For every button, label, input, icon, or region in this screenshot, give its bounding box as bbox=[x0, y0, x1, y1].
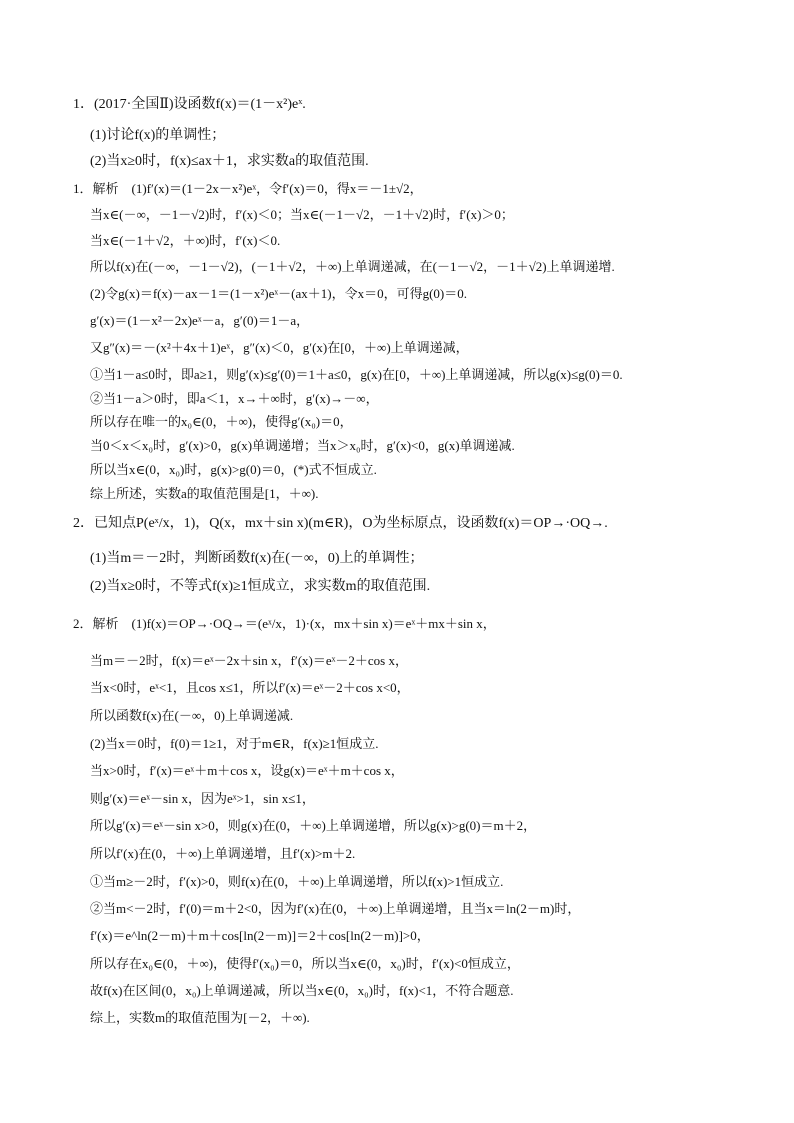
solution-1-line: 1．解析 (1)f′(x)＝(1－2x－x²)eˣ，令f′(x)＝0，得x＝－1±√2， bbox=[73, 181, 423, 196]
solution-2-line: 则g′(x)＝eˣ－sin x，因为eˣ>1，sin x≤1， bbox=[90, 791, 315, 806]
solution-1-line: 当x∈(－∞，－1－√2)时，f′(x)＜0；当x∈(－1－√2，－1＋√2)时，f′(x)＞0； bbox=[90, 207, 514, 222]
solution-1-line: ②当1－a＞0时，即a＜1，x→＋∞时，g′(x)→－∞， bbox=[90, 391, 379, 406]
solution-1-line: 所以当x∈(0，x₀)时，g(x)>g(0)＝0，(*)式不恒成立. bbox=[90, 462, 377, 477]
solution-1-line: 又g″(x)＝－(x²＋4x＋1)eˣ，g″(x)＜0，g′(x)在[0，＋∞)上单调递减， bbox=[90, 340, 469, 355]
solution-2-line: 所以g′(x)＝eˣ－sin x>0，则g(x)在(0，＋∞)上单调递增，所以g(x)>g(0)＝m＋2， bbox=[90, 818, 537, 833]
solution-2-line: f′(x)＝e^ln(2－m)＋m＋cos[ln(2－m)]＝2＋cos[ln(2－m)]>0， bbox=[90, 928, 430, 943]
solution-2-line: 当x>0时，f′(x)＝eˣ＋m＋cos x，设g(x)＝eˣ＋m＋cos x， bbox=[90, 763, 404, 778]
solution-2-line: 所以存在x₀∈(0，＋∞)，使得f′(x₀)＝0，所以当x∈(0，x₀)时，f′(x)<0恒成立， bbox=[90, 956, 520, 971]
solution-2-line: ②当m<－2时，f′(0)＝m＋2<0，因为f′(x)在(0，＋∞)上单调递增，且当x＝ln(2－m)时， bbox=[90, 901, 581, 916]
solution-2-line: 所以函数f(x)在(－∞，0)上单调递减. bbox=[90, 708, 294, 723]
problem-2-part-2: (2)当x≥0时，不等式f(x)≥1恒成立，求实数m的取值范围. bbox=[90, 579, 431, 594]
solution-1-line: 综上所述，实数a的取值范围是[1，＋∞). bbox=[90, 486, 319, 501]
solution-2-line: (2)当x＝0时，f(0)＝1≥1，对于m∈R，f(x)≥1恒成立. bbox=[90, 736, 379, 751]
problem-1-part-1: (1)讨论f(x)的单调性； bbox=[90, 128, 226, 143]
solution-1-line: ①当1－a≤0时，即a≥1，则g′(x)≤g′(0)＝1＋a≤0，g(x)在[0，＋∞)上单调递减，所以g(x)≤g(0)＝0. bbox=[90, 367, 623, 382]
solution-2-line: ①当m≥－2时，f′(x)>0，则f(x)在(0，＋∞)上单调递增，所以f(x)>1恒成立. bbox=[90, 874, 504, 889]
problem-1-part-2: (2)当x≥0时，f(x)≤ax＋1，求实数a的取值范围. bbox=[90, 154, 369, 169]
solution-2-line: 故f(x)在区间(0，x₀)上单调递减，所以当x∈(0，x₀)时，f(x)<1，不符合题意. bbox=[90, 983, 514, 998]
solution-1-line: 所以f(x)在(－∞，－1－√2)，(－1＋√2，＋∞)上单调递减，在(－1－√2，－1＋√2)上单调递增. bbox=[90, 259, 615, 274]
solution-1-line: g′(x)＝(1－x²－2x)eˣ－a，g′(0)＝1－a， bbox=[90, 313, 310, 328]
problem-1-statement: 1．(2017·全国Ⅱ)设函数f(x)＝(1－x²)eˣ. bbox=[73, 97, 306, 112]
solution-2-line: 所以f′(x)在(0，＋∞)上单调递增，且f′(x)>m＋2. bbox=[90, 846, 356, 861]
solution-2-line: 当m＝－2时，f(x)＝eˣ－2x＋sin x，f′(x)＝eˣ－2＋cos x， bbox=[90, 653, 408, 668]
solution-2-line: 综上，实数m的取值范围为[－2，＋∞). bbox=[90, 1010, 310, 1025]
solution-2-line: 当x<0时，eˣ<1，且cos x≤1，所以f′(x)＝eˣ－2＋cos x<0， bbox=[90, 680, 410, 695]
solution-1-line: 所以存在唯一的x₀∈(0，＋∞)，使得g′(x₀)＝0， bbox=[90, 414, 353, 429]
solution-2-line: 2．解析 (1)f(x)＝OP→·OQ→＝(eˣ/x，1)·(x，mx＋sin x)＝eˣ＋mx＋sin x， bbox=[73, 616, 496, 631]
problem-2-statement: 2．已知点P(eˣ/x，1)，Q(x，mx＋sin x)(m∈R)，O为坐标原点，设函数f(x)＝OP→·OQ→. bbox=[73, 516, 608, 531]
problem-2-part-1: (1)当m＝－2时，判断函数f(x)在(－∞，0)上的单调性； bbox=[90, 551, 424, 566]
solution-1-line: (2)令g(x)＝f(x)－ax－1＝(1－x²)eˣ－(ax＋1)，令x＝0，可得g(0)＝0. bbox=[90, 286, 467, 301]
solution-1-line: 当x∈(－1＋√2，＋∞)时，f′(x)＜0. bbox=[90, 233, 281, 248]
solution-1-line: 当0＜x＜x₀时，g′(x)>0，g(x)单调递增；当x＞x₀时，g′(x)<0，g(x)单调递减. bbox=[90, 438, 515, 453]
